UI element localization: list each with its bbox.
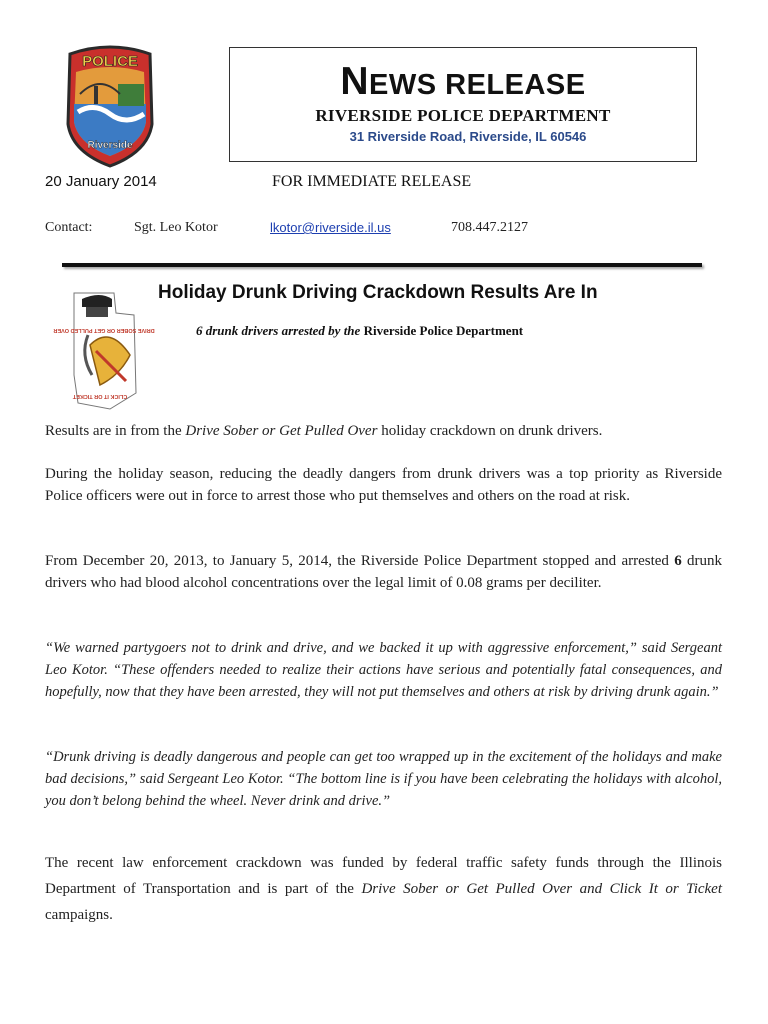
body-paragraph-funding: The recent law enforcement crackdown was funded by federal traffic safety funds through the Illinois Department of Transportation and is part of the Drive Sober or Get Pulled Over and Click It or Ticket campaigns.: [45, 855, 722, 923]
news-release-title: NEWS RELEASE: [340, 60, 586, 103]
quote-paragraph-1: “We warned partygoers not to drink and drive, and we backed it up with aggressive enforcement,” said Sergeant Leo Kotor. “These offenders needed to realize their actions have serious and potentially fatal consequences, and hopefully, now that they have been arrested, they will not put themselves and others at risk by driving drunk again.”: [45, 640, 722, 700]
contact-email-link[interactable]: lkotor@riverside.il.us: [270, 220, 391, 235]
body-paragraph-3: From December 20, 2013, to January 5, 2014, the Riverside Police Department stopped and arrested 6 drunk drivers who had blood alcohol concentrations over the legal limit of 0.08 grams per deciliter.: [45, 553, 723, 591]
immediate-release-tag: FOR IMMEDIATE RELEASE: [272, 173, 472, 190]
police-patch-logo: [60, 44, 160, 169]
patch-text-police: POLICE: [82, 53, 138, 70]
department-address: 31 Riverside Road, Riverside, IL 60546: [349, 129, 587, 144]
department-name: RIVERSIDE POLICE DEPARTMENT: [315, 106, 611, 125]
body-paragraph-2: During the holiday season, reducing the deadly dangers from drunk drivers was a top priority as Riverside Police officers were out in force to arrest those who put themselves and others on the road at risk.: [45, 466, 722, 504]
header-divider: [62, 263, 702, 267]
drive-sober-campaign-logo: [53, 285, 155, 415]
patch-text-riverside: Riverside: [87, 140, 133, 151]
subheadline: 6 drunk drivers arrested by the Riverside Police Department: [196, 323, 524, 338]
campaign-text-drive-sober: DRIVE SOBER OR GET PULLED OVER: [53, 327, 155, 333]
quote-paragraph-2: “Drunk driving is deadly dangerous and people can get too wrapped up in the excitement of the holidays and make bad decisions,” said Sergeant Leo Kotor. “The bottom line is if you have been celebrating the holidays with alcohol, you don’t belong behind the wheel. Never drink and drive.”: [45, 749, 722, 809]
headline: Holiday Drunk Driving Crackdown Results Are In: [158, 282, 598, 303]
contact-name: Sgt. Leo Kotor: [134, 220, 218, 235]
contact-label: Contact:: [45, 220, 93, 235]
news-release-header-box: [229, 47, 697, 162]
body-paragraph-1: Results are in from the Drive Sober or Get Pulled Over holiday crackdown on drunk drivers.: [45, 423, 603, 439]
release-date: 20 January 2014: [45, 173, 157, 190]
contact-phone: 708.447.2127: [451, 220, 528, 235]
campaign-text-click-it: CLICK IT OR TICKET: [72, 393, 128, 399]
